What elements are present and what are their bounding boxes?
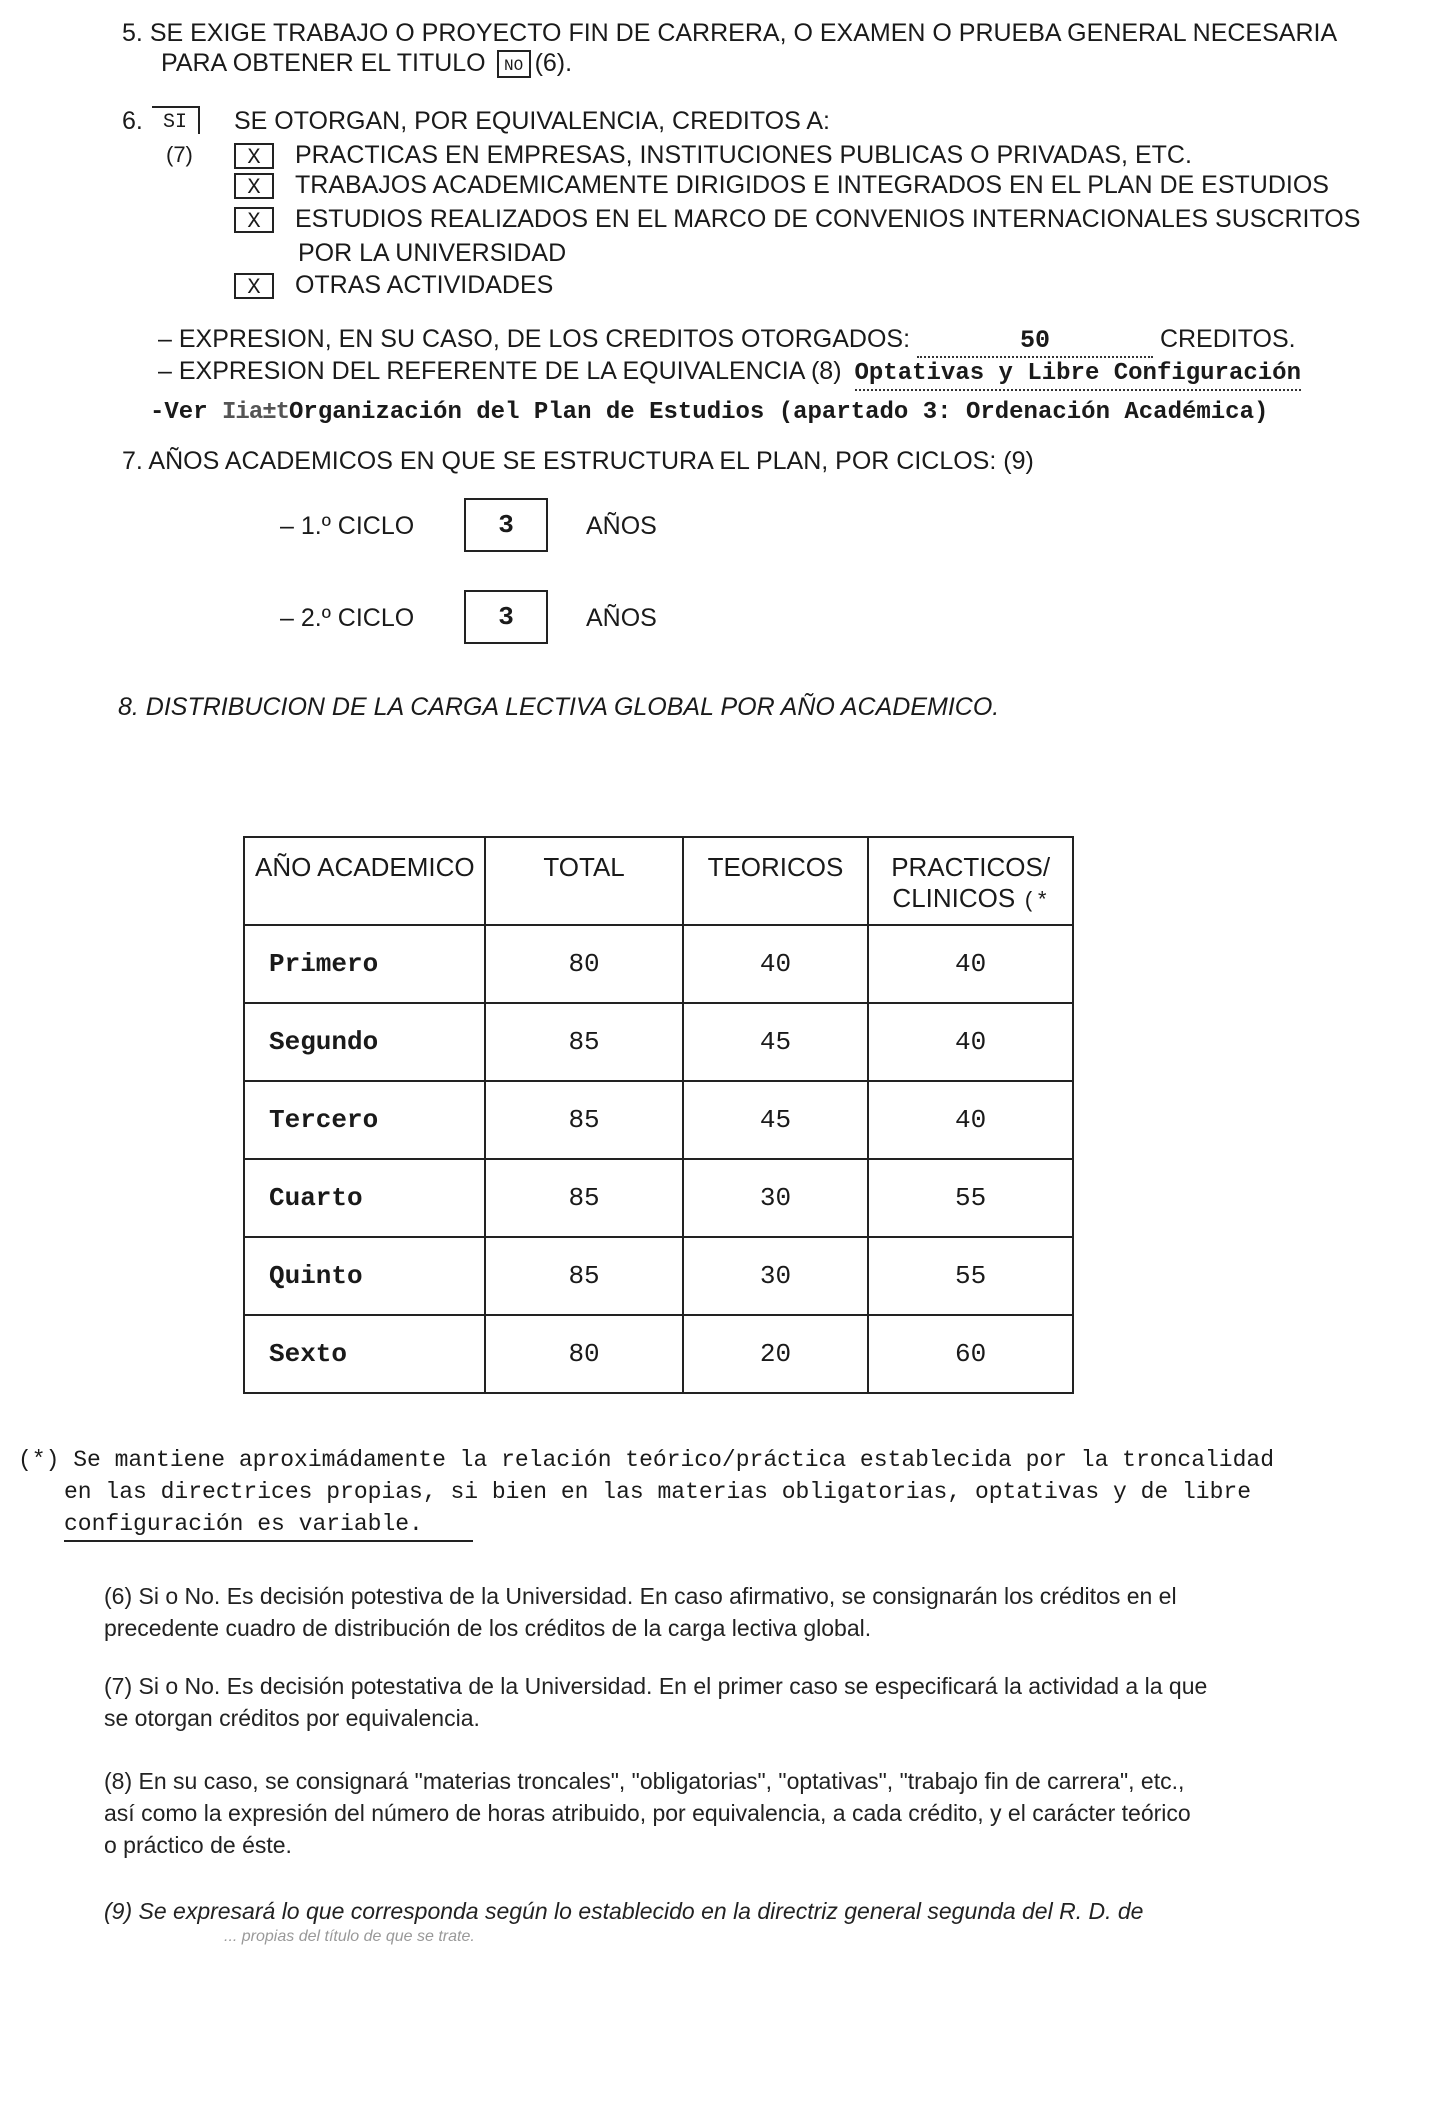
footnote-6-line2: precedente cuadro de distribución de los créditos de la carga lectiva global. [104, 1615, 872, 1641]
option-2-checkbox: X [234, 173, 274, 199]
item5-text-2: PARA OBTENER EL TITULO [161, 49, 486, 77]
footnote-8-line2: así como la expresión del número de horas atribuido, por equivalencia, a cada crédito, y el carácter teórico [104, 1800, 1191, 1826]
cycle-2-value: 3 [464, 590, 548, 644]
row-practicos: 40 [868, 1081, 1073, 1159]
row-teoricos: 30 [683, 1237, 869, 1315]
row-total: 85 [485, 1003, 682, 1081]
header-teoricos: TEORICOS [683, 837, 869, 925]
option-3-label-cont: POR LA UNIVERSIDAD [298, 239, 567, 267]
item5-text: SE EXIGE TRABAJO O PROYECTO FIN DE CARRERA, O EXAMEN O PRUEBA GENERAL NECESARIA [149, 19, 1338, 47]
option-2-label: TRABAJOS ACADEMICAMENTE DIRIGIDOS E INTEGRADOS EN EL PLAN DE ESTUDIOS [294, 171, 1329, 199]
option-4-checkbox: X [234, 273, 274, 299]
item5-line1 [122, 18, 1337, 48]
row-year: Sexto [244, 1315, 485, 1393]
footnote-6-line1: (6) Si o No. Es decisión potestiva de la Universidad. En caso afirmativo, se consignarán los créditos en el [104, 1583, 1177, 1609]
row-teoricos: 30 [683, 1159, 869, 1237]
row-practicos: 55 [868, 1237, 1073, 1315]
table-row [244, 1003, 1073, 1081]
table-row [244, 925, 1073, 1003]
credits-line [158, 324, 1296, 358]
item6-option-2 [234, 170, 1329, 200]
carga-lectiva-table [243, 836, 1074, 1394]
table-row [244, 1237, 1073, 1315]
footnote-6 [104, 1580, 1177, 1644]
row-practicos: 40 [868, 925, 1073, 1003]
row-total: 85 [485, 1159, 682, 1237]
row-total: 85 [485, 1081, 682, 1159]
item6-heading: SE OTORGAN, POR EQUIVALENCIA, CREDITOS A: [234, 107, 830, 135]
row-year: Cuarto [244, 1159, 485, 1237]
footnote-7 [104, 1670, 1207, 1734]
item6-option-1 [234, 140, 1192, 170]
option-3-label: ESTUDIOS REALIZADOS EN EL MARCO DE CONVENIOS INTERNACIONALES SUSCRITOS [294, 205, 1361, 233]
table-row [244, 1159, 1073, 1237]
cycle-2-label: – 2.º CICLO [280, 604, 415, 632]
ver-text: Organización del Plan de Estudios (apartado 3: Ordenación Académica) [289, 399, 1269, 426]
row-year: Tercero [244, 1081, 485, 1159]
row-total: 80 [485, 925, 682, 1003]
item7-heading: 7. AÑOS ACADEMICOS EN QUE SE ESTRUCTURA EL PLAN, POR CICLOS: (9) [122, 447, 1034, 475]
footnote-7-line1: (7) Si o No. Es decisión potestativa de la Universidad. En el primer caso se especificará la actividad a la que [104, 1673, 1208, 1699]
asterisk-note-line3: configuración es variable. [64, 1508, 473, 1542]
item5-line2 [161, 48, 572, 78]
item5-answer-box: NO [497, 50, 531, 78]
row-practicos: 60 [868, 1315, 1073, 1393]
row-practicos: 55 [868, 1159, 1073, 1237]
asterisk-note-line2: en las directrices propias, si bien en las materias obligatorias, optativas y de libre [64, 1479, 1251, 1505]
option-1-label: PRACTICAS EN EMPRESAS, INSTITUCIONES PUBLICAS O PRIVADAS, ETC. [294, 141, 1192, 169]
row-teoricos: 45 [683, 1003, 869, 1081]
item5-number: 5. [122, 19, 143, 47]
item5-ref: (6). [534, 49, 573, 77]
footnote-8 [104, 1765, 1191, 1861]
cycle-1-unit: AÑOS [586, 512, 657, 540]
cycle-1-value: 3 [464, 498, 548, 552]
credits-label: – EXPRESION, EN SU CASO, DE LOS CREDITOS OTORGADOS: [158, 325, 911, 353]
header-practicos-line1: PRACTICOS/ [891, 852, 1051, 882]
row-year: Quinto [244, 1237, 485, 1315]
footnote-9 [104, 1895, 1143, 1947]
footnote-9-line2: ... propias del título de que se trate. [224, 1928, 475, 1945]
row-teoricos: 20 [683, 1315, 869, 1393]
referent-label: – EXPRESION DEL REFERENTE DE LA EQUIVALENCIA (8) [158, 357, 842, 385]
header-practicos-line2: CLINICOS [892, 883, 1016, 913]
credits-value: 50 [917, 326, 1153, 358]
header-ano: AÑO ACADEMICO [244, 837, 485, 925]
row-teoricos: 40 [683, 925, 869, 1003]
option-4-label: OTRAS ACTIVIDADES [294, 271, 554, 299]
table-header-row [244, 837, 1073, 925]
item6-ref: (7) [166, 142, 193, 167]
cycle-2-unit: AÑOS [586, 604, 657, 632]
footnote-7-line2: se otorgan créditos por equivalencia. [104, 1705, 480, 1731]
row-total: 85 [485, 1237, 682, 1315]
footnote-8-line1: (8) En su caso, se consignará "materias troncales", "obligatorias", "optativas", "trabajo fin de carrera", etc., [104, 1768, 1185, 1794]
header-total: TOTAL [485, 837, 682, 925]
credits-unit: CREDITOS. [1159, 325, 1296, 353]
item6-option-4 [234, 270, 553, 300]
option-1-checkbox: X [234, 143, 274, 169]
table-row [244, 1315, 1073, 1393]
row-year: Primero [244, 925, 485, 1003]
table-row [244, 1081, 1073, 1159]
ver-struck: Iia±t [222, 399, 290, 426]
item8-heading: 8. DISTRIBUCION DE LA CARGA LECTIVA GLOBAL POR AÑO ACADEMICO. [118, 693, 1000, 721]
ver-prefix: -Ver [150, 399, 208, 426]
referent-value: Optativas y Libre Configuración [855, 359, 1301, 391]
item6-number: 6. [122, 107, 143, 135]
row-year: Segundo [244, 1003, 485, 1081]
item6-answer-box: SI [152, 106, 200, 134]
referent-line [158, 356, 1301, 391]
header-practicos [868, 837, 1073, 925]
row-teoricos: 45 [683, 1081, 869, 1159]
cycle-1-label: – 1.º CICLO [280, 512, 415, 540]
ver-line [150, 398, 1268, 428]
option-3-checkbox: X [234, 207, 274, 233]
header-practicos-mark: (* [1022, 889, 1049, 914]
footnote-9-line1: (9) Se expresará lo que corresponda según lo establecido en la directriz general segunda del R. D. de [104, 1898, 1144, 1924]
footnote-8-line3: o práctico de éste. [104, 1832, 292, 1858]
row-total: 80 [485, 1315, 682, 1393]
asterisk-note-line1: (*) Se mantiene aproximádamente la relación teórico/práctica establecida por la troncalidad [18, 1447, 1275, 1473]
item6-option-3 [234, 204, 1360, 234]
row-practicos: 40 [868, 1003, 1073, 1081]
